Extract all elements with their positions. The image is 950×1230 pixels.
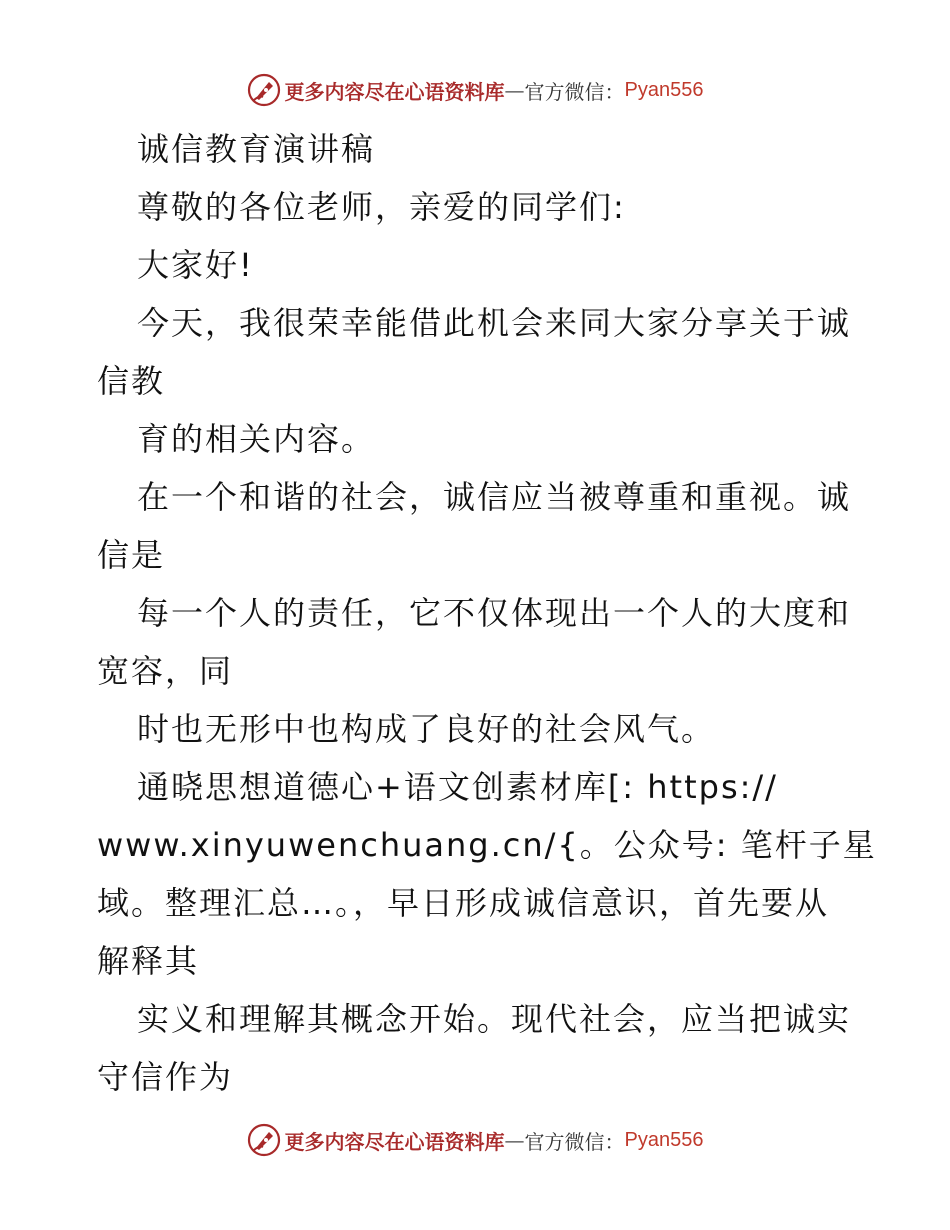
document-title: 诚信教育演讲稿 [137,130,376,168]
text-line: 今天，我很荣幸能借此机会来同大家分享关于诚 [137,304,852,342]
footer-banner-wechat-label: 官方微信： [524,1129,625,1154]
text-line: 域。整理汇总…。，早日形成诚信意识，首先要从 [97,884,830,922]
text-line: 时也无形中也构成了良好的社会风气。 [137,710,716,748]
text-line: 信是 [97,536,166,574]
text-line: 育的相关内容。 [137,420,376,458]
footer-banner [0,1120,950,1160]
banner-wechat-id: Pyan556 [624,78,704,101]
text-line: 在一个和谐的社会，诚信应当被尊重和重视。诚 [137,478,852,516]
pen-nib-icon [247,73,281,107]
banner-wechat-label: 官方微信： [524,79,625,104]
text-line: 通晓思想道德心+语文创素材库[: https:// [137,768,778,806]
text-line: 每一个人的责任，它不仅体现出一个人的大度和 [137,594,852,632]
footer-banner-title: 更多内容尽在心语资料库 [284,1129,505,1154]
document-body [97,120,877,1106]
footer-banner-separator: — [504,1128,525,1152]
text-line: 宽容，同 [97,652,234,690]
header-banner [0,70,950,110]
banner-title: 更多内容尽在心语资料库 [284,79,505,104]
text-line: www.xinyuwenchuang.cn/{。公众号: 笔杆子星 [97,826,877,864]
text-line: 信教 [97,362,166,400]
greeting: 大家好! [137,246,254,284]
text-line: 解释其 [97,942,200,980]
banner-separator: — [504,78,525,102]
footer-banner-wechat-id: Pyan556 [624,1128,704,1151]
salutation: 尊敬的各位老师，亲爱的同学们: [137,188,626,226]
pen-nib-icon [247,1123,281,1157]
text-line: 实义和理解其概念开始。现代社会，应当把诚实 [137,1000,852,1038]
text-line: 守信作为 [97,1058,234,1096]
